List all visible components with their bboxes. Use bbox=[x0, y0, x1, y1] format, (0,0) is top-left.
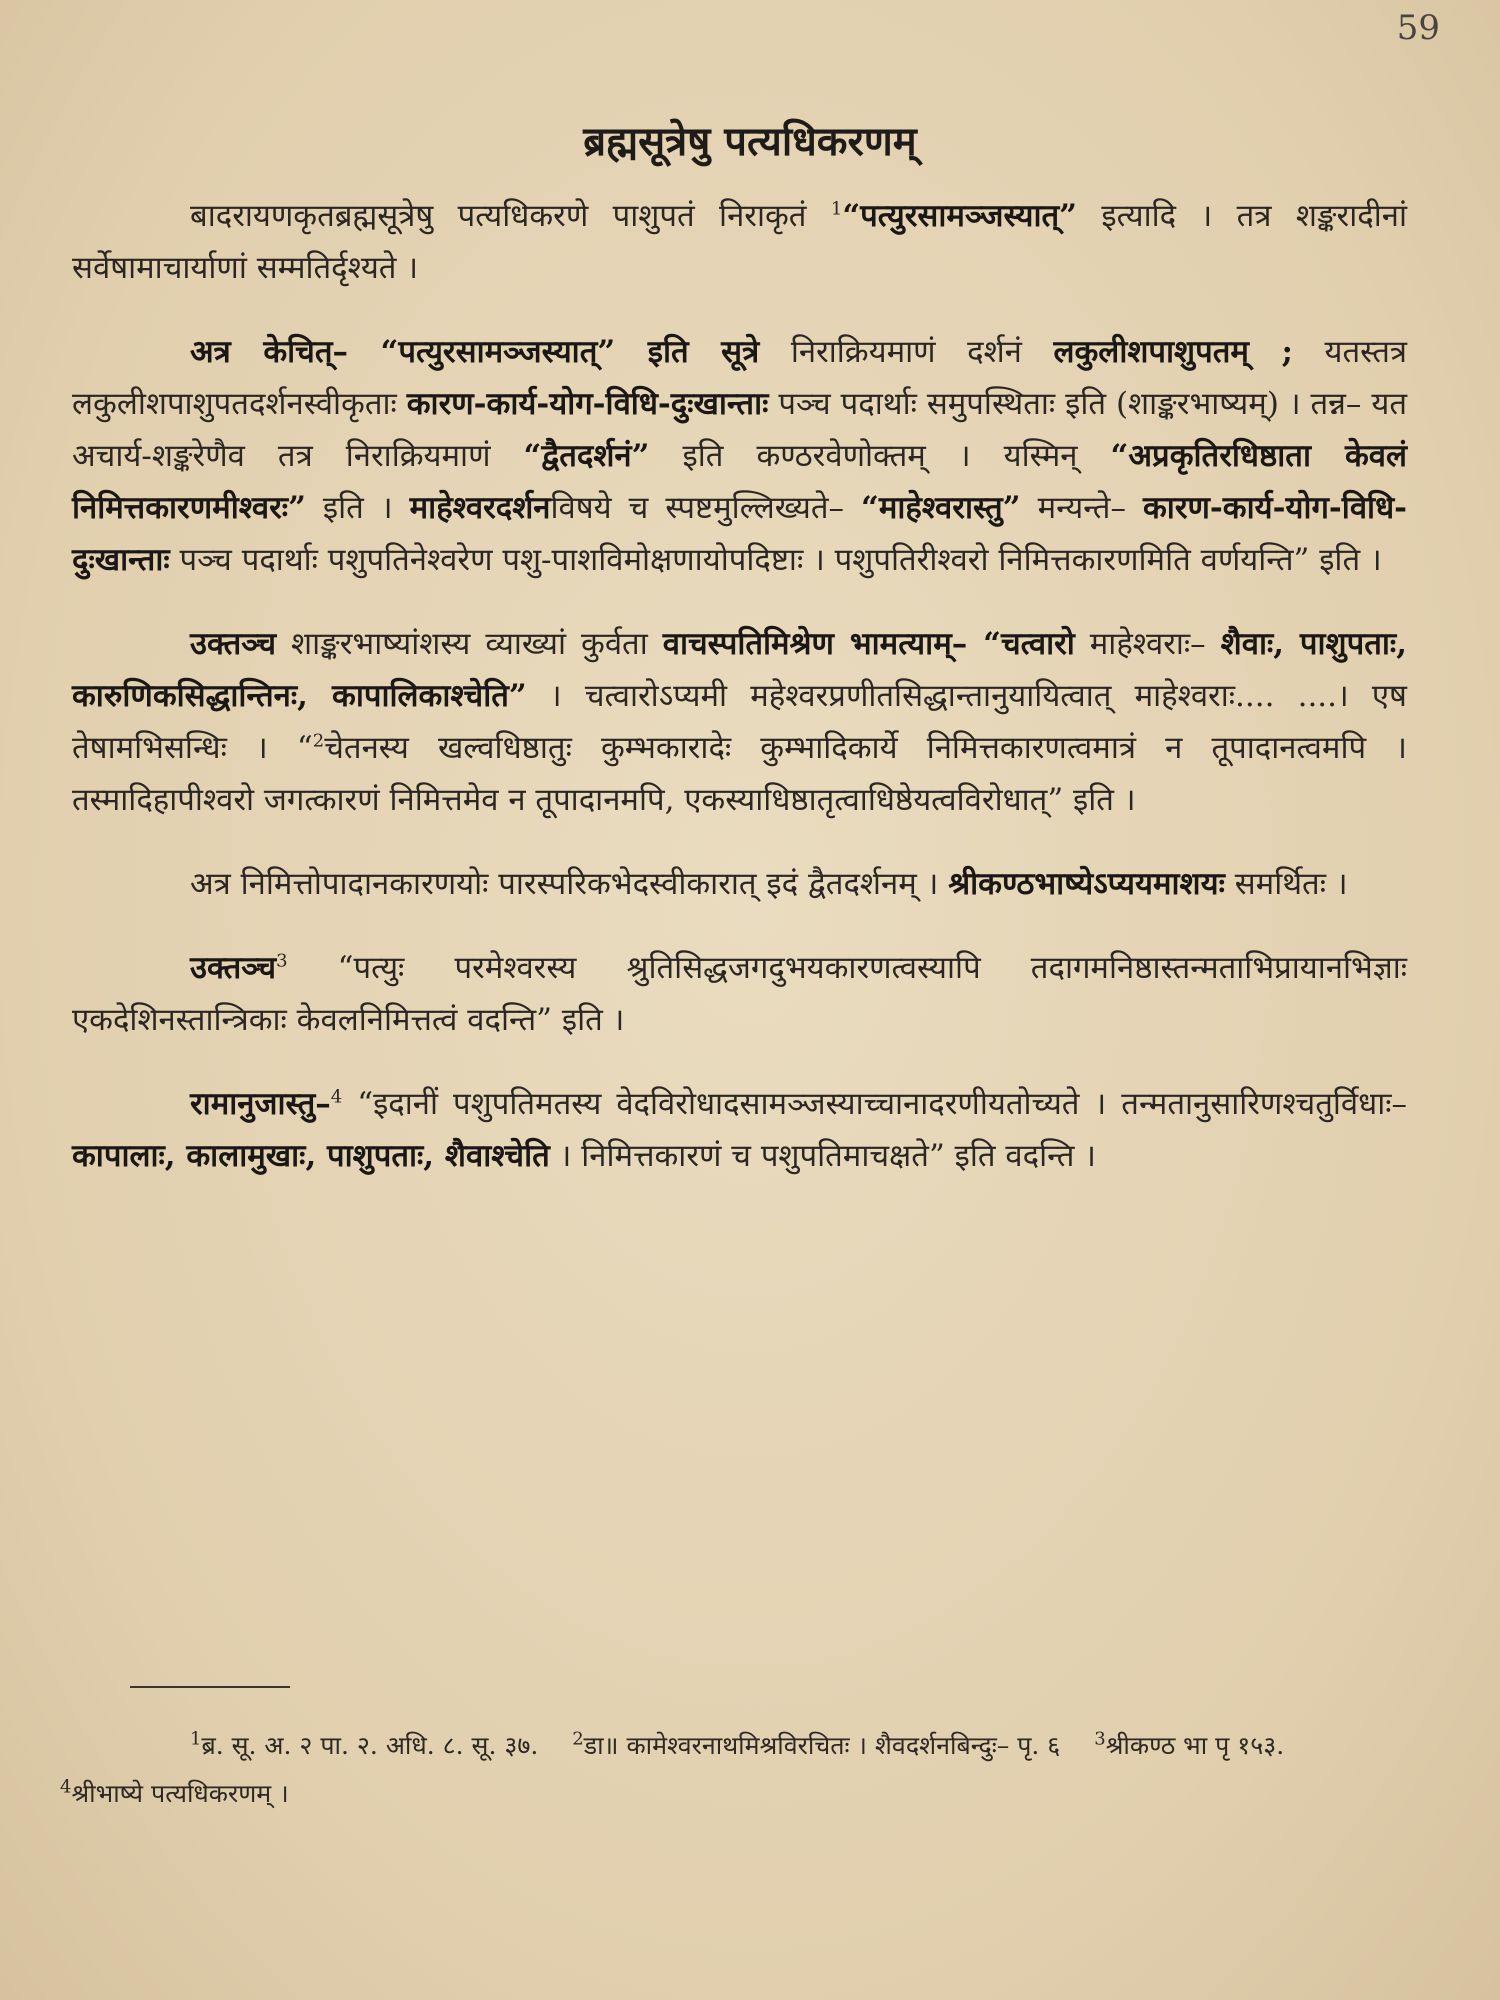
footnote-4 bbox=[60, 1776, 289, 1808]
paragraph-3 bbox=[72, 618, 1407, 826]
footnote-text: श्रीकण्ठ भा पृ १५३. bbox=[1105, 1731, 1285, 1760]
footnote-ref-4: 4 bbox=[330, 1086, 343, 1108]
dvaita-quote: “द्वैतदर्शनं” bbox=[523, 438, 650, 474]
uktam-ca: उक्तञ्च bbox=[190, 626, 277, 662]
four-sects-term: कापालाः, कालामुखाः, पाशुपताः, शैवाश्चेति bbox=[72, 1138, 550, 1174]
maheshvarah-quote: “माहेश्वरास्तु” bbox=[861, 490, 1021, 526]
vacaspati-term: वाचस्पतिमिश्रेण भामत्याम्– “चत्वारो bbox=[662, 626, 1075, 662]
footnote-number: 3 bbox=[1094, 1728, 1106, 1750]
chapter-title: ब्रह्मसूत्रेषु पत्यधिकरणम् bbox=[583, 118, 917, 165]
uktam-ca: उक्तञ्च bbox=[190, 950, 277, 986]
five-categories-term: कारण-कार्य-योग-विधि-दुःखान्ताः bbox=[72, 490, 1408, 578]
footnote-ref-2: 2 bbox=[312, 730, 325, 752]
body-text bbox=[72, 190, 1407, 1214]
paragraph-6 bbox=[72, 1078, 1407, 1182]
ishvara-quote: “अप्रकृतिरधिष्ठाता केवलं निमित्तकारणमीश्वरः” bbox=[72, 438, 1408, 526]
paragraph-1 bbox=[72, 190, 1407, 294]
footnotes bbox=[60, 1722, 1400, 1818]
footnote-2 bbox=[572, 1728, 1061, 1760]
paragraph-5 bbox=[72, 942, 1407, 1046]
paragraph-1-tail: इत्यादि । तत्र शङ्करादीनां सर्वेषामाचार्याणां सम्मतिर्दृश्यते । bbox=[72, 198, 1407, 286]
four-schools-term: शैवाः, पाशुपताः, कारुणिकसिद्धान्तिनः, कापालिकाश्चेति” bbox=[72, 626, 1407, 714]
paragraph-2-text: पञ्च पदार्थाः पशुपतिनेश्वरेण पशु-पाशविमोक्षणायोपदिष्टाः । पशुपतिरीश्वरो निमित्तकारणमिति वर्णयन्ति” इति । bbox=[169, 542, 1382, 578]
paragraph-2-text: इति कण्ठरवेणोक्तम् । यस्मिन् bbox=[649, 438, 1111, 474]
paragraph-2-text: यतस्तत्र लकुलीशपाशुपतदर्शनस्वीकृताः bbox=[72, 334, 1407, 422]
paragraph-3-text: शाङ्करभाष्यांशस्य व्याख्यां कुर्वता bbox=[276, 626, 663, 662]
shrikantha-term: श्रीकण्ठभाष्येऽप्ययमाशयः bbox=[948, 866, 1225, 902]
footnote-text: ब्र. सू. अ. २ पा. २. अधि. ८. सू. ३७. bbox=[201, 1731, 539, 1760]
paragraph-1-text: बादरायणकृतब्रह्मसूत्रेषु पत्यधिकरणे पाशुपतं निराकृतं bbox=[190, 198, 831, 234]
paragraph-2-text: मन्यन्ते– bbox=[1020, 490, 1143, 526]
footnote-ref-1: 1 bbox=[830, 198, 843, 220]
paragraph-6-text: “इदानीं पशुपतिमतस्य वेदविरोधादसामञ्जस्याच्चानादरणीयतोच्यते । तन्मतानुसारिणश्चतुर्विधाः– bbox=[342, 1086, 1407, 1122]
paragraph-3-text: माहेश्वराः– bbox=[1074, 626, 1221, 662]
paragraph-3-text: चेतनस्य खल्वधिष्ठातुः कुम्भकारादेः कुम्भादिकार्ये निमित्तकारणत्वमात्रं न तूपादानत्वमपि । तस्मादिहापीश्वरो जगत्कारणं निमित्तमेव न तूपादानमपि, एकस्याधिष्ठातृत्वाधिष्ठेयत्वविरोधात्” इति । bbox=[72, 730, 1407, 818]
paragraph-2 bbox=[72, 326, 1407, 586]
paragraph-3-text: । चत्वारोऽप्यमी महेश्वरप्रणीतसिद्धान्तानुयायित्वात् माहेश्वराः.... ....। एष तेषामभिसन्धिः । “ bbox=[72, 678, 1407, 766]
footnote-3 bbox=[1094, 1728, 1285, 1760]
paragraph-2-text: पञ्च पदार्थाः समुपस्थिताः इति (शाङ्करभाष्यम्) । तन्न– यत अचार्य-शङ्करेणैव तत्र निराक्रियमाणं bbox=[72, 386, 1407, 474]
maheshvara-term: माहेश्वरदर्शन bbox=[409, 490, 551, 526]
paragraph-2-text: इति । bbox=[305, 490, 410, 526]
footnote-number: 2 bbox=[572, 1728, 584, 1750]
lakulisha-term: लकुलीशपाशुपतम् ; bbox=[1053, 334, 1293, 370]
page-number: 59 bbox=[1396, 8, 1440, 48]
sutra-quote: “पत्युरसामञ्जस्यात्” bbox=[842, 198, 1078, 234]
paragraph-5-text: “पत्युः परमेश्वरस्य श्रुतिसिद्धजगदुभयकारणत्वस्यापि तदागमनिष्ठास्तन्मताभिप्रायानभिज्ञाः एकदेशिनस्तान्त्रिकाः केवलनिमित्तत्वं वदन्ति” इति । bbox=[72, 950, 1407, 1038]
footnote-ref-3: 3 bbox=[276, 950, 288, 972]
paragraph-4-text: अत्र निमित्तोपादानकारणयोः पारस्परिकभेदस्वीकारात् इदं द्वैतदर्शनम् । bbox=[190, 866, 949, 902]
paragraph-4 bbox=[72, 858, 1407, 910]
paragraph-6-text: । निमित्तकारणं च पशुपतिमाचक्षते” इति वदन्ति । bbox=[549, 1138, 1096, 1174]
footnote-divider bbox=[130, 1686, 290, 1688]
paragraph-2-text: विषये च स्पष्टमुल्लिख्यते– bbox=[550, 490, 862, 526]
footnote-1 bbox=[190, 1728, 539, 1760]
footnote-text: श्रीभाष्ये पत्यधिकरणम् । bbox=[71, 1779, 289, 1808]
footnote-text: डा॥ कामेश्वरनाथमिश्रविरचितः । शैवदर्शनबिन्दुः– पृ. ६ bbox=[583, 1731, 1061, 1760]
footnote-number: 4 bbox=[60, 1776, 72, 1798]
paragraph-2-text: निराक्रियमाणं दर्शनं bbox=[759, 334, 1054, 370]
paragraph-4-text: समर्थितः । bbox=[1224, 866, 1348, 902]
ramanuja-term: रामानुजास्तु– bbox=[190, 1086, 331, 1122]
paragraph-2-opening: अत्र केचित्– “पत्युरसामञ्जस्यात्” इति सूत्रे bbox=[190, 334, 760, 370]
five-categories-term: कारण-कार्य-योग-विधि-दुःखान्ताः bbox=[406, 386, 769, 422]
footnote-number: 1 bbox=[190, 1728, 202, 1750]
